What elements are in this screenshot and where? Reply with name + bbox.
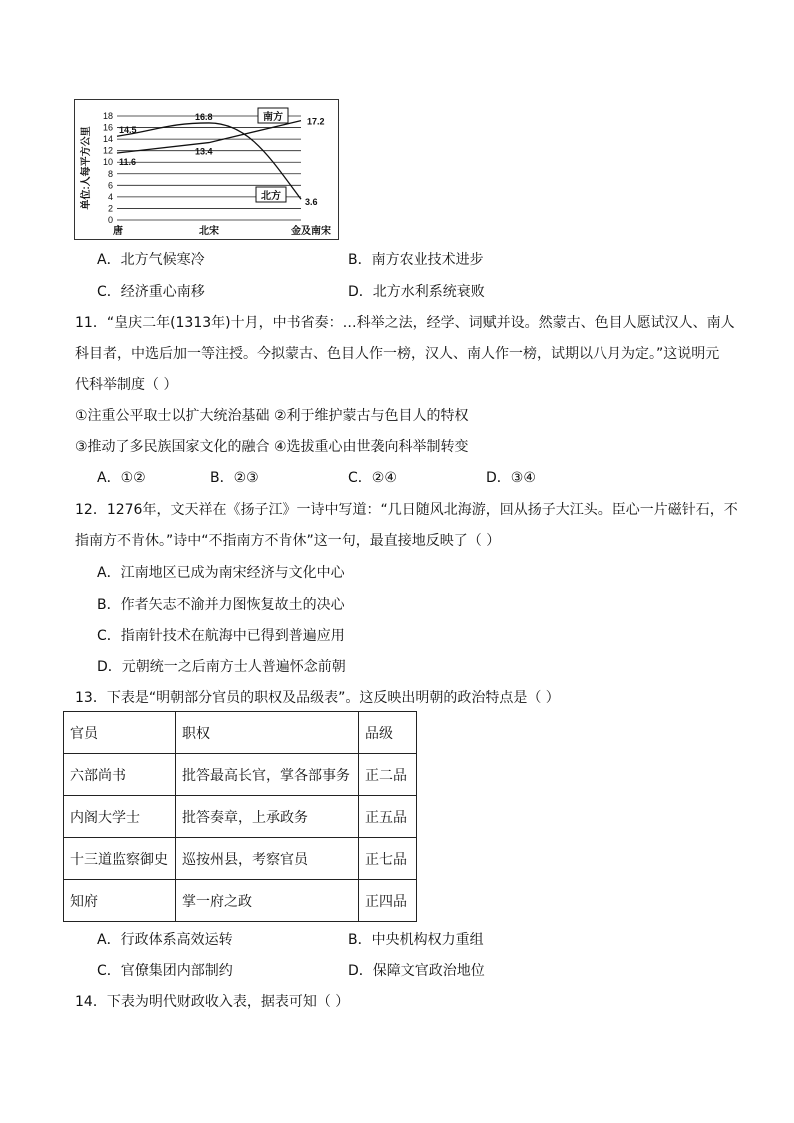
table-cell: 掌一府之政 [176,880,359,922]
q13-option-b: B．中央机构权力重组 [348,932,484,948]
q10-option-b: B．南方农业技术进步 [348,252,484,268]
y-tick-label: 0 [107,215,113,225]
q11-item-line-2: ③推动了多民族国家文化的融合 ④选拔重心由世袭向科举制转变 [75,439,469,455]
y-tick-label: 6 [107,180,113,191]
q10-option-a: A．北方气候寒冷 [97,252,205,268]
officials-rank-table [63,711,417,922]
q14-stem: 14．下表为明代财政收入表，据表可知（ ） [75,994,350,1010]
legend-south-label: 南方 [263,112,283,123]
q10-option-d: D．北方水利系统衰败 [348,284,485,300]
y-tick-label: 12 [102,145,113,156]
q13-stem: 13．下表是“明朝部分官员的职权及品级表”。这反映出明朝的政治特点是（ ） [75,690,560,706]
data-label: 14.5 [119,125,137,136]
y-tick-label: 2 [107,203,113,214]
q13-option-c: C．官僚集团内部制约 [97,963,233,979]
table-header-row [64,712,417,754]
table-cell: 正二品 [359,754,417,796]
table-row [64,880,417,922]
q12-stem-line-2: 指南方不肯休。”诗中“不指南方不肯休”这一句，最直接地反映了（ ） [75,533,501,549]
data-label: 11.6 [119,156,137,167]
q12-option-b: B．作者矢志不渝并力图恢复故土的决心 [97,597,345,613]
q12-option-d: D．元朝统一之后南方士人普遍怀念前朝 [97,659,346,675]
table-row [64,796,417,838]
q11-option-a: A．①② [97,470,146,486]
q13-option-d: D．保障文官政治地位 [348,963,485,979]
table-cell: 批答奏章，上承政务 [176,796,359,838]
q12-option-a: A．江南地区已成为南宋经济与文化中心 [97,565,345,581]
x-tick-label: 北宋 [199,226,219,237]
q11-stem-line-2: 科目者，中选后加一等注授。今拟蒙古、色目人作一榜，汉人、南人作一榜，试期以八月为定。”这说明元 [75,346,720,362]
table-cell: 批答最高长官，掌各部事务 [176,754,359,796]
table-row [64,838,417,880]
chart-svg [75,100,338,239]
y-tick-label: 10 [102,157,113,168]
y-axis-label: 单位:人每平方公里 [81,126,92,210]
table-row [64,754,417,796]
data-label: 17.2 [307,116,325,127]
q10-option-c: C．经济重心南移 [97,284,205,300]
y-tick-label: 8 [107,168,113,179]
population-density-chart [74,99,339,240]
q11-item-line-1: ①注重公平取士以扩大统治基础 ②利于维护蒙古与色目人的特权 [75,408,469,424]
q11-stem-line-3: 代科举制度（ ） [75,377,178,393]
table-header-cell: 官员 [64,712,176,754]
q12-stem-line-1: 12．1276年，文天祥在《扬子江》一诗中写道：“几日随风北海游，回从扬子大江头。臣心一片磁针石，不 [75,502,738,518]
q11-option-c: C．②④ [348,470,397,486]
table-cell: 正五品 [359,796,417,838]
y-tick-label: 16 [102,122,113,133]
y-tick-label: 4 [107,191,113,202]
data-label: 16.8 [195,111,213,122]
table-cell: 十三道监察御史 [64,838,176,880]
table-cell: 知府 [64,880,176,922]
table-cell: 六部尚书 [64,754,176,796]
y-tick-label: 18 [102,111,113,121]
table-header-cell: 品级 [359,712,417,754]
q11-option-b: B．②③ [210,470,259,486]
q11-option-d: D．③④ [486,470,536,486]
table-header-cell: 职权 [176,712,359,754]
legend-north-label: 北方 [261,191,281,202]
x-tick-label: 唐 [113,226,123,237]
table-cell: 内阁大学士 [64,796,176,838]
q11-stem-line-1: 11．“皇庆二年(1313年)十月，中书省奏：…科举之法，经学、词赋并设。然蒙古、色目人愿试汉人、南人 [75,315,735,331]
x-tick-label: 金及南宋 [291,226,331,237]
table-cell: 正四品 [359,880,417,922]
data-label: 3.6 [305,197,318,208]
table-cell: 正七品 [359,838,417,880]
q12-option-c: C．指南针技术在航海中已得到普遍应用 [97,628,345,644]
data-label: 13.4 [195,146,213,157]
table-cell: 巡按州县，考察官员 [176,838,359,880]
y-tick-label: 14 [102,134,113,145]
q13-option-a: A．行政体系高效运转 [97,932,233,948]
